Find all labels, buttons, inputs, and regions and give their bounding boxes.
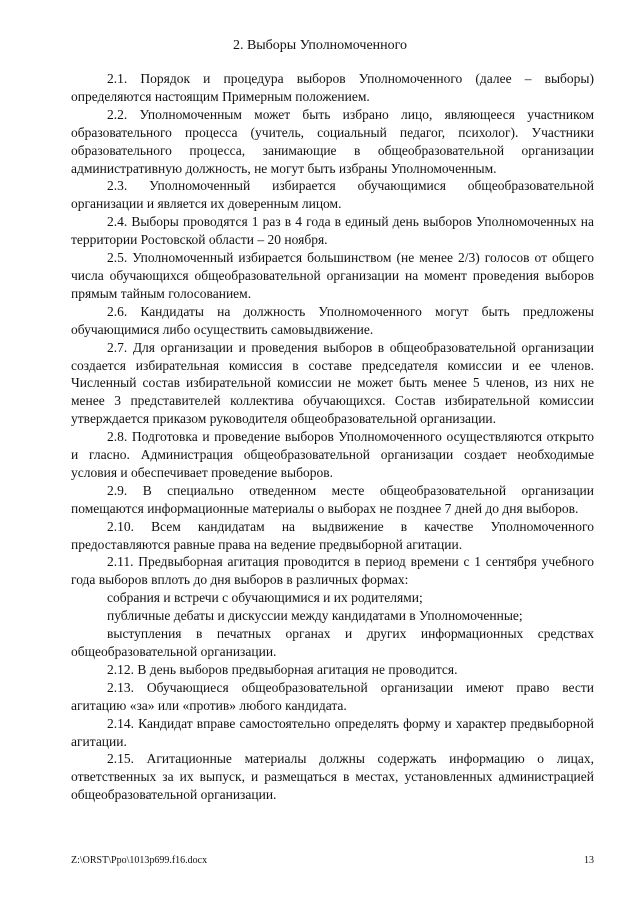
paragraph-2-1: 2.1. Порядок и процедура выборов Уполномоченного (далее – выборы) определяются настоящим Примерным положением. (71, 71, 594, 104)
document-body (71, 70, 594, 804)
paragraph-2-8: 2.8. Подготовка и проведение выборов Уполномоченного осуществляются открыто и гласно. Администрация общеобразовательной организации создает необходимые условия и обеспечивает проведение выборов. (71, 429, 594, 480)
paragraph-2-3: 2.3. Уполномоченный избирается обучающимися общеобразовательной организации и является их доверенным лицом. (71, 178, 594, 212)
section-title: 2. Выборы Уполномоченного (232, 38, 408, 53)
list-item-debates: публичные дебаты и дискуссии между кандидатами в Уполномоченные; (107, 608, 523, 624)
paragraph-2-7: 2.7. Для организации и проведения выборов в общеобразовательной организации создается избирательная комиссия в составе председателя комиссии и ее членов. Численный состав избирательной комиссии не может быть менее 5 членов, из них не менее 3 представителей коллектива обучающихся. Состав избирательной комиссии утверждается приказом руководителя общеобразовательной организации. (71, 339, 594, 427)
paragraph-2-13: 2.13. Обучающиеся общеобразовательной организации имеют право вести агитацию «за» или «против» любого кандидата. (71, 679, 594, 713)
paragraph-2-15: 2.15. Агитационные материалы должны содержать информацию о лицах, ответственных за их выпуск, и размещаться в местах, установленных администрацией общеобразовательной организации. (71, 751, 594, 803)
paragraph-2-11: 2.11. Предвыборная агитация проводится в период времени с 1 сентября учебного года выборов вплоть до дня выборов в различных формах: (71, 554, 594, 588)
paragraph-2-4: 2.4. Выборы проводятся 1 раз в 4 года в единый день выборов Уполномоченных на территории Ростовской области – 20 ноября. (71, 214, 594, 248)
paragraph-2-6: 2.6. Кандидаты на должность Уполномоченного могут быть предложены обучающимися либо осуществить самовыдвижение. (71, 303, 594, 337)
paragraph-2-10: 2.10. Всем кандидатам на выдвижение в качестве Уполномоченного предоставляются равные права на ведение предвыборной агитации. (71, 518, 594, 552)
paragraph-2-2: 2.2. Уполномоченным может быть избрано лицо, являющееся участником образовательного процесса (учитель, социальный педагог, психолог). Участники образовательного процесса, занимающие в общеобразовательной организации административную должность, не могут быть избраны Уполномоченным. (71, 106, 594, 176)
paragraph-2-12: 2.12. В день выборов предвыборная агитация не проводится. (107, 661, 458, 677)
paragraph-2-9: 2.9. В специально отведенном месте общеобразовательной организации помещаются информационные материалы о выборах не позднее 7 дней до дня выборов. (71, 482, 594, 516)
paragraph-2-5: 2.5. Уполномоченный избирается большинством (не менее 2/3) голосов от общего числа обучающихся общеобразовательной организации на момент проведения выборов прямым тайным голосованием. (71, 250, 594, 301)
list-item-meetings: собрания и встречи с обучающимися и их родителями; (107, 590, 423, 606)
list-item-publications: выступления в печатных органах и других информационных средствах общеобразовательной организации. (71, 626, 594, 659)
page-number: 13 (584, 855, 594, 866)
footer-file-path: Z:\ORST\Ppo\1013p699.f16.docx (71, 855, 208, 866)
paragraph-2-14: 2.14. Кандидат вправе самостоятельно определять форму и характер предвыборной агитации. (71, 715, 594, 749)
